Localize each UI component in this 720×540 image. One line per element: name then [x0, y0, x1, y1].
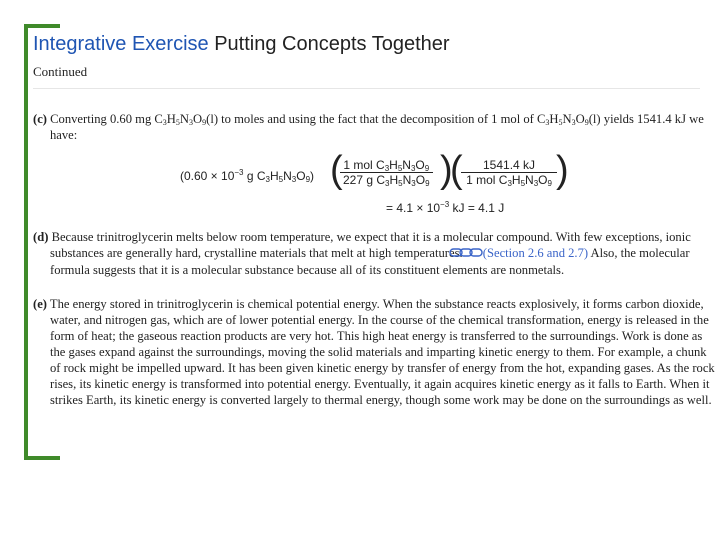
energy-equation: [178, 149, 588, 220]
title-divider: [33, 88, 700, 89]
fraction-moles: 1 mol $C_3H_5N_3O_9$ 227 g $C_3H_5N_3O_9$: [340, 158, 433, 187]
equation-lead: ($0.60 \times 10^{-3}$ g $C_3H_5N_3O_9$): [180, 168, 315, 184]
fraction-energy: 1541.4 kJ 1 mol $C_3H_5N_3O_9$: [461, 158, 557, 187]
formula-text: N: [179, 112, 190, 126]
subscript: 3: [189, 118, 194, 127]
exponent: −3: [440, 200, 450, 209]
part-d-text-2: Also, the molecular formula suggests that it is a molecular substance because all of its constituent elements are nonmetals.: [50, 246, 690, 277]
subscript: 3: [571, 118, 576, 127]
title-rest: Putting Concepts Together: [214, 33, 450, 55]
result-unit: kJ = 4.1 J: [449, 201, 505, 215]
subscript: 5: [175, 118, 180, 127]
right-paren-2: ): [556, 149, 569, 191]
subscript: 9: [202, 118, 207, 127]
part-d-label: (d): [33, 230, 49, 244]
subscript: 9: [305, 175, 311, 184]
formula-text: H: [166, 112, 176, 126]
part-e-label: (e): [33, 297, 47, 311]
part-e-text: The energy stored in trinitroglycerin is chemical potential energy. When the substance reacts explosively, it forms carbon dioxide, water, and nitrogen gas, which are of lower potential energy. In the course of the chemical transformation, energy is released in the form of heat; the gaseous reaction products are very hot. This high heat energy is transferred to the surroundings. Work is done as the gases expand against the surroundings, moving the solid materials and imparting kinetic energy to them. For example, a chunk of rock might be impelled upward. It has been given kinetic energy by transfer of energy from the hot, expanding gases. As the rock rises, its kinetic energy is transformed into potential energy. Eventually, it again acquires kinetic energy as it falls to Earth. When it strikes Earth, its kinetic energy is converted largely to thermal energy, though some work may be done on the surroundings as well.: [49, 297, 715, 407]
formula-text: N: [562, 112, 572, 126]
left-paren: (: [330, 149, 343, 191]
fraction-denominator: 1 mol C: [466, 173, 508, 187]
page-subtitle: Continued: [33, 64, 88, 79]
title-highlight: Integrative Exercise: [33, 33, 209, 55]
subscript: 3: [545, 118, 550, 127]
subscript: 9: [584, 118, 589, 127]
formula-text: H: [269, 169, 279, 183]
section-reference-link[interactable]: (Section 2.6 and 2.7): [482, 246, 589, 260]
lead-unit: g C: [243, 169, 266, 183]
part-c-paragraph: [33, 111, 720, 143]
lead-value: (0.60 × 10: [180, 169, 235, 183]
page-title: [33, 33, 450, 56]
formula-text: H: [549, 112, 559, 126]
subscript: 3: [162, 118, 167, 127]
fraction-denominator: 227 g C: [343, 173, 386, 187]
part-c-text: (l) yields 1541.4 kJ we have:: [50, 112, 704, 142]
result-value: = 4.1 × 10: [386, 201, 441, 215]
frame-bracket-top: [24, 24, 60, 28]
frame-bracket-bottom: [24, 456, 60, 460]
part-c-label: (c): [33, 112, 47, 126]
subscript: 3: [291, 175, 297, 184]
exponent: −3: [234, 168, 244, 177]
chain-link-icon[interactable]: [466, 246, 483, 262]
formula-text: O: [193, 112, 203, 126]
part-d-text: Because trinitroglycerin melts below room temperature, we expect that it is a molecular compound. With few exceptions, ionic substances are generally hard, crystalline materials that melt at high temperatures.: [50, 230, 691, 260]
subscript: 3: [265, 175, 270, 184]
part-c-text: (l) to moles and using the fact that the decomposition of 1 mol of C: [206, 112, 546, 126]
frame-bracket-left: [24, 24, 28, 460]
right-paren: ): [440, 149, 453, 191]
part-d-paragraph: [33, 229, 720, 278]
left-paren-2: (: [450, 149, 463, 191]
fraction-numerator: 1541.4 kJ: [483, 158, 536, 172]
subscript: 5: [278, 175, 284, 184]
fraction-numerator: 1 mol C: [343, 158, 385, 172]
equation-result: [386, 201, 504, 215]
subscript: 5: [558, 118, 563, 127]
part-e-paragraph: [33, 296, 720, 408]
formula-text: O: [575, 112, 585, 126]
part-c-text: Converting 0.60 mg C: [50, 112, 163, 126]
